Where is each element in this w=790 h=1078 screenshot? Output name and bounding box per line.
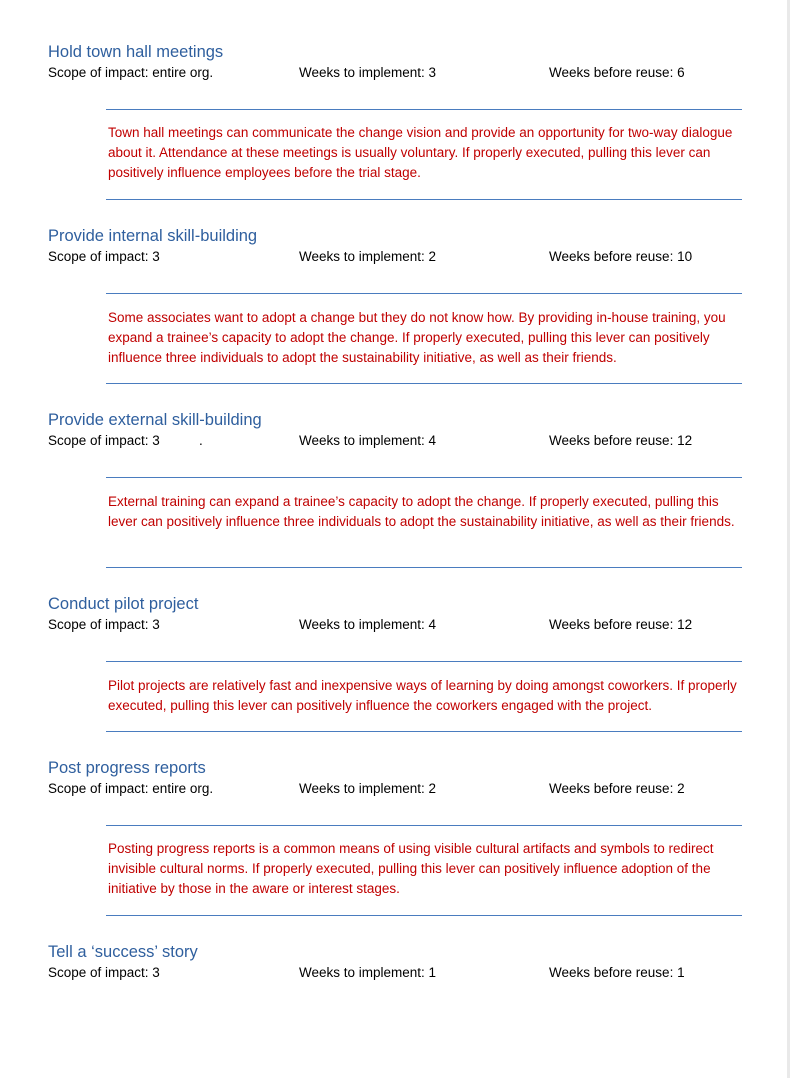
lever-internal-skill-building xyxy=(48,226,748,365)
lever-title: Hold town hall meetings xyxy=(48,43,224,61)
weeks-before-reuse: Weeks before reuse: 2 xyxy=(549,781,685,796)
weeks-before-reuse: Weeks before reuse: 6 xyxy=(549,65,685,80)
lever-description: Town hall meetings can communicate the change vision and provide an opportunity for two-way dialogue about it. Attendance at these meetings is usually voluntary. If properly executed, pulling this lever can positively influence employees before the trial stage. xyxy=(108,125,733,180)
weeks-to-implement: Weeks to implement: 2 xyxy=(299,781,437,796)
lever-meta xyxy=(48,248,748,268)
weeks-before-reuse: Weeks before reuse: 12 xyxy=(549,433,693,448)
weeks-to-implement: Weeks to implement: 2 xyxy=(299,249,437,264)
lever-pilot-project xyxy=(48,594,748,713)
lever-description: Pilot projects are relatively fast and inexpensive ways of learning by doing amongst coworkers. If properly executed, pulling this lever can positively influence the coworkers engaged with the project. xyxy=(108,678,737,713)
lever-meta xyxy=(48,964,748,984)
weeks-to-implement: Weeks to implement: 3 xyxy=(299,65,437,80)
lever-title: Conduct pilot project xyxy=(48,595,199,613)
lever-description-box xyxy=(106,477,742,568)
weeks-to-implement: Weeks to implement: 1 xyxy=(299,965,437,980)
lever-description-box xyxy=(106,293,742,384)
weeks-before-reuse: Weeks before reuse: 1 xyxy=(549,965,685,980)
lever-description-box xyxy=(106,661,742,732)
lever-meta xyxy=(48,64,748,84)
lever-meta xyxy=(48,780,748,800)
lever-description: External training can expand a trainee’s capacity to adopt the change. If properly executed, pulling this lever can positively influence three individuals to adopt the sustainability initiative, as well as their friends. xyxy=(108,494,735,529)
lever-title: Provide external skill-building xyxy=(48,411,262,429)
scope-of-impact: Scope of impact: entire org. xyxy=(48,781,214,796)
lever-description: Posting progress reports is a common means of using visible cultural artifacts and symbols to redirect invisible cultural norms. If properly executed, pulling this lever can positively influence adoption of the initiative by those in the aware or interest stages. xyxy=(108,841,714,896)
lever-description-box xyxy=(106,109,742,200)
lever-title: Post progress reports xyxy=(48,759,206,777)
scope-of-impact: Scope of impact: 3 xyxy=(48,965,160,980)
lever-title: Provide internal skill-building xyxy=(48,227,258,245)
lever-meta xyxy=(48,616,748,636)
lever-description-box xyxy=(106,825,742,916)
stray-mark: . xyxy=(199,433,203,448)
weeks-before-reuse: Weeks before reuse: 12 xyxy=(549,617,693,632)
lever-external-skill-building xyxy=(48,410,748,529)
scope-of-impact: Scope of impact: 3 xyxy=(48,249,160,264)
lever-description: Some associates want to adopt a change but they do not know how. By providing in-house training, you expand a trainee’s capacity to adopt the change. If properly executed, pulling this lever can positively influence three individuals to adopt the sustainability initiative, as well as their friends. xyxy=(108,310,726,365)
scope-of-impact: Scope of impact: entire org. xyxy=(48,65,214,80)
lever-progress-reports xyxy=(48,758,748,896)
lever-title: Tell a ‘success’ story xyxy=(48,943,198,961)
scope-of-impact: Scope of impact: 3 xyxy=(48,617,160,632)
lever-success-story xyxy=(48,942,748,984)
weeks-before-reuse: Weeks before reuse: 10 xyxy=(549,249,693,264)
scope-of-impact: Scope of impact: 3 xyxy=(48,433,160,448)
weeks-to-implement: Weeks to implement: 4 xyxy=(299,433,437,448)
weeks-to-implement: Weeks to implement: 4 xyxy=(299,617,437,632)
lever-meta xyxy=(48,432,748,452)
lever-town-hall xyxy=(48,42,748,180)
